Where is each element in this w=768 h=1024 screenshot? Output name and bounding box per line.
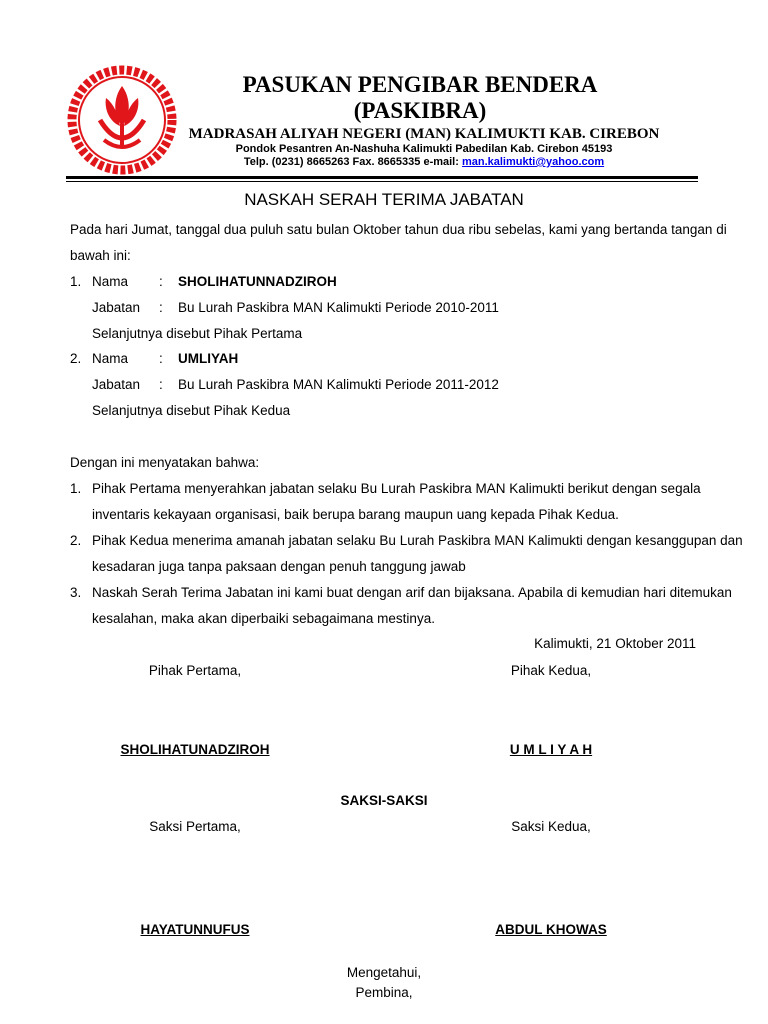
party-2-position: Bu Lurah Paskibra MAN Kalimukti Periode 2011-2012	[178, 377, 499, 392]
first-witness-signature-name: HAYATUNNUFUS	[140, 922, 250, 937]
second-witness-signature-name: ABDUL KHOWAS	[495, 922, 607, 937]
org-subtitle: (PASKIBRA)	[353, 98, 487, 123]
colon: :	[159, 351, 163, 366]
party-2-number: 2.	[70, 351, 82, 366]
party-1-position-label: Jabatan	[92, 300, 141, 315]
party-2-note: Selanjutnya disebut Pihak Kedua	[92, 403, 291, 418]
intro-line-2: bawah ini:	[70, 248, 131, 263]
contact-text: Telp. (0231) 8665263 Fax. 8665335 e-mail:	[243, 156, 462, 168]
acknowledged-label: Mengetahui,	[346, 965, 422, 980]
colon: :	[159, 377, 163, 392]
statement-3-line-1: Naskah Serah Terima Jabatan ini kami buat dengan arif dan bijaksana. Apabila di kemudian hari ditemukan	[92, 585, 732, 600]
party-2-name-label: Nama	[92, 351, 129, 366]
statement-1-line-2: inventaris kekayaan organisasi, baik berupa barang maupun uang kepada Pihak Kedua.	[92, 507, 619, 522]
first-witness-label: Saksi Pertama,	[149, 819, 241, 834]
party-1-position: Bu Lurah Paskibra MAN Kalimukti Periode 2010-2011	[178, 300, 499, 315]
party-2-position-label: Jabatan	[92, 377, 141, 392]
statement-2-number: 2.	[70, 533, 82, 548]
statement-3-number: 3.	[70, 585, 82, 600]
statement-1-line-1: Pihak Pertama menyerahkan jabatan selaku Bu Lurah Paskibra MAN Kalimukti berikut dengan segala	[92, 481, 701, 496]
school-name: MADRASAH ALIYAH NEGERI (MAN) KALIMUKTI KAB. CIREBON	[188, 126, 660, 142]
party-1-note: Selanjutnya disebut Pihak Pertama	[92, 326, 303, 341]
letterhead-divider	[66, 176, 698, 179]
second-witness-label: Saksi Kedua,	[511, 819, 591, 834]
second-party-label: Pihak Kedua,	[510, 663, 592, 678]
org-title: PASUKAN PENGIBAR BENDERA	[242, 72, 598, 97]
paskibra-logo-icon	[66, 64, 178, 176]
colon: :	[159, 274, 163, 289]
email-link[interactable]: man.kalimukti@yahoo.com	[461, 156, 605, 168]
statement-2-line-2: kesadaran juga tanpa paksaan dengan penuh tanggung jawab	[92, 559, 466, 574]
intro-line-1: Pada hari Jumat, tanggal dua puluh satu bulan Oktober tahun dua ribu sebelas, kami yang bertanda tangan di	[70, 222, 727, 237]
school-contact	[186, 156, 662, 168]
party-1-name-label: Nama	[92, 274, 129, 289]
document-title: NASKAH SERAH TERIMA JABATAN	[244, 190, 524, 209]
party-1-number: 1.	[70, 274, 82, 289]
statement-3-line-2: kesalahan, maka akan diperbaiki sebagaimana mestinya.	[92, 611, 435, 626]
statement-1-number: 1.	[70, 481, 82, 496]
place-date: Kalimukti, 21 Oktober 2011	[534, 636, 696, 651]
school-address: Pondok Pesantren An-Nashuha Kalimukti Pabedilan Kab. Cirebon 45193	[235, 143, 613, 155]
colon: :	[159, 300, 163, 315]
advisor-label: Pembina,	[355, 985, 413, 1000]
party-1-name: SHOLIHATUNNADZIROH	[178, 274, 337, 289]
letterhead-divider-thin	[66, 181, 698, 182]
first-party-signature-name: SHOLIHATUNADZIROH	[120, 742, 270, 757]
statement-intro: Dengan ini menyatakan bahwa:	[70, 455, 260, 470]
first-party-label: Pihak Pertama,	[148, 663, 242, 678]
witness-heading: SAKSI-SAKSI	[340, 793, 428, 808]
party-2-name: UMLIYAH	[178, 351, 239, 366]
statement-2-line-1: Pihak Kedua menerima amanah jabatan selaku Bu Lurah Paskibra MAN Kalimukti dengan kesanggupan dan	[92, 533, 743, 548]
second-party-signature-name: U M L I Y A H	[509, 742, 593, 757]
